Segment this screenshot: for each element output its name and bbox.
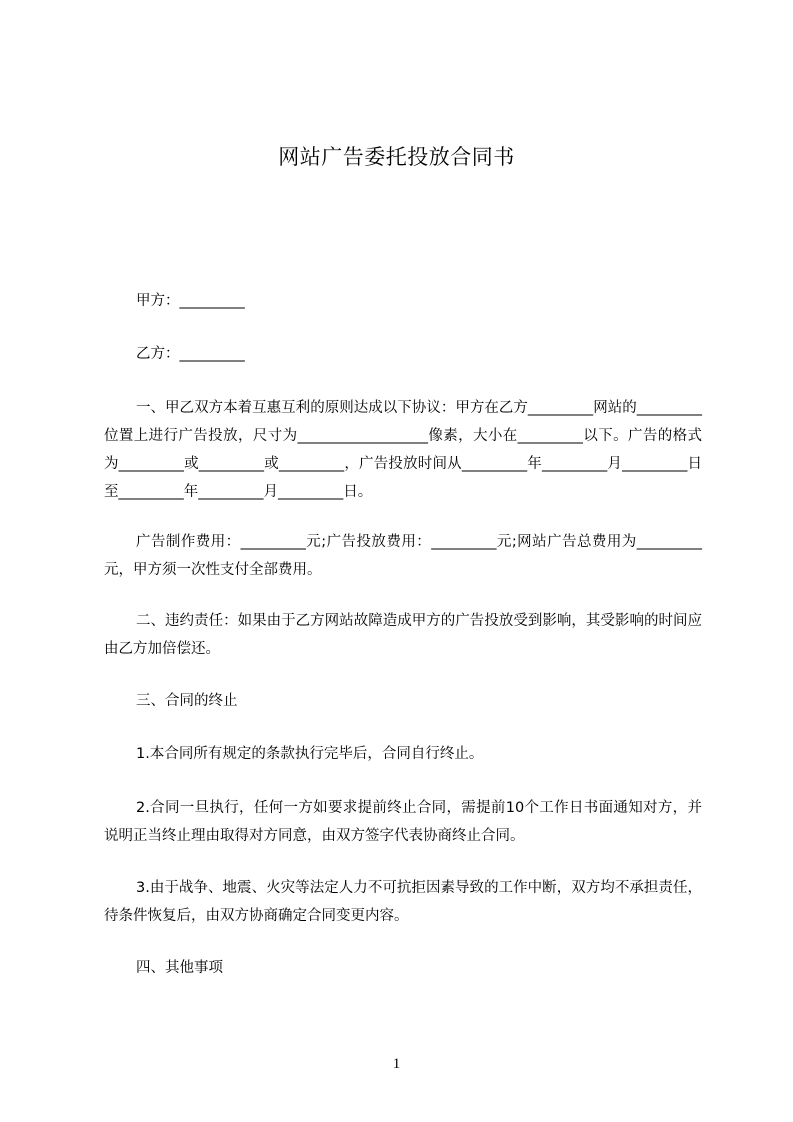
clause-1-paragraph: 一、甲乙双方本着互惠互利的原则达成以下协议：甲方在乙方_________网站的_________位置上进行广告投放，尺寸为__________________像素，大小在_________以下。广告的格式为_________或_________或_________，广告投放时间从_________年_________月_________日至_________年_________月_________日。 — [104, 400, 702, 500]
clause-4-heading: 四、其他事项 — [136, 960, 223, 976]
fees-paragraph: 广告制作费用：_________元;广告投放费用：_________元;网站广告总费用为_________元，甲方须一次性支付全部费用。 — [104, 534, 702, 578]
document-title: 网站广告委托投放合同书 — [278, 145, 515, 169]
clause-3-item-2: 2.合同一旦执行，任何一方如要求提前终止合同，需提前10个工作日书面通知对方，并说明正当终止理由取得对方同意，由双方签字代表协商终止合同。 — [104, 800, 702, 844]
clause-2-paragraph: 二、违约责任：如果由于乙方网站故障造成甲方的广告投放受到影响，其受影响的时间应由乙方加倍偿还。 — [104, 613, 702, 657]
clause-3-heading: 三、合同的终止 — [136, 693, 238, 709]
party-a-line: 甲方：_________ — [136, 293, 245, 309]
clause-3-item-1: 1.本合同所有规定的条款执行完毕后，合同自行终止。 — [136, 746, 484, 762]
party-b-line: 乙方：_________ — [136, 346, 245, 362]
clause-3-item-3: 3.由于战争、地震、火灾等法定人力不可抗拒因素导致的工作中断，双方均不承担责任，待条件恢复后，由双方协商确定合同变更内容。 — [104, 880, 702, 924]
page-number: 1 — [392, 1056, 401, 1072]
